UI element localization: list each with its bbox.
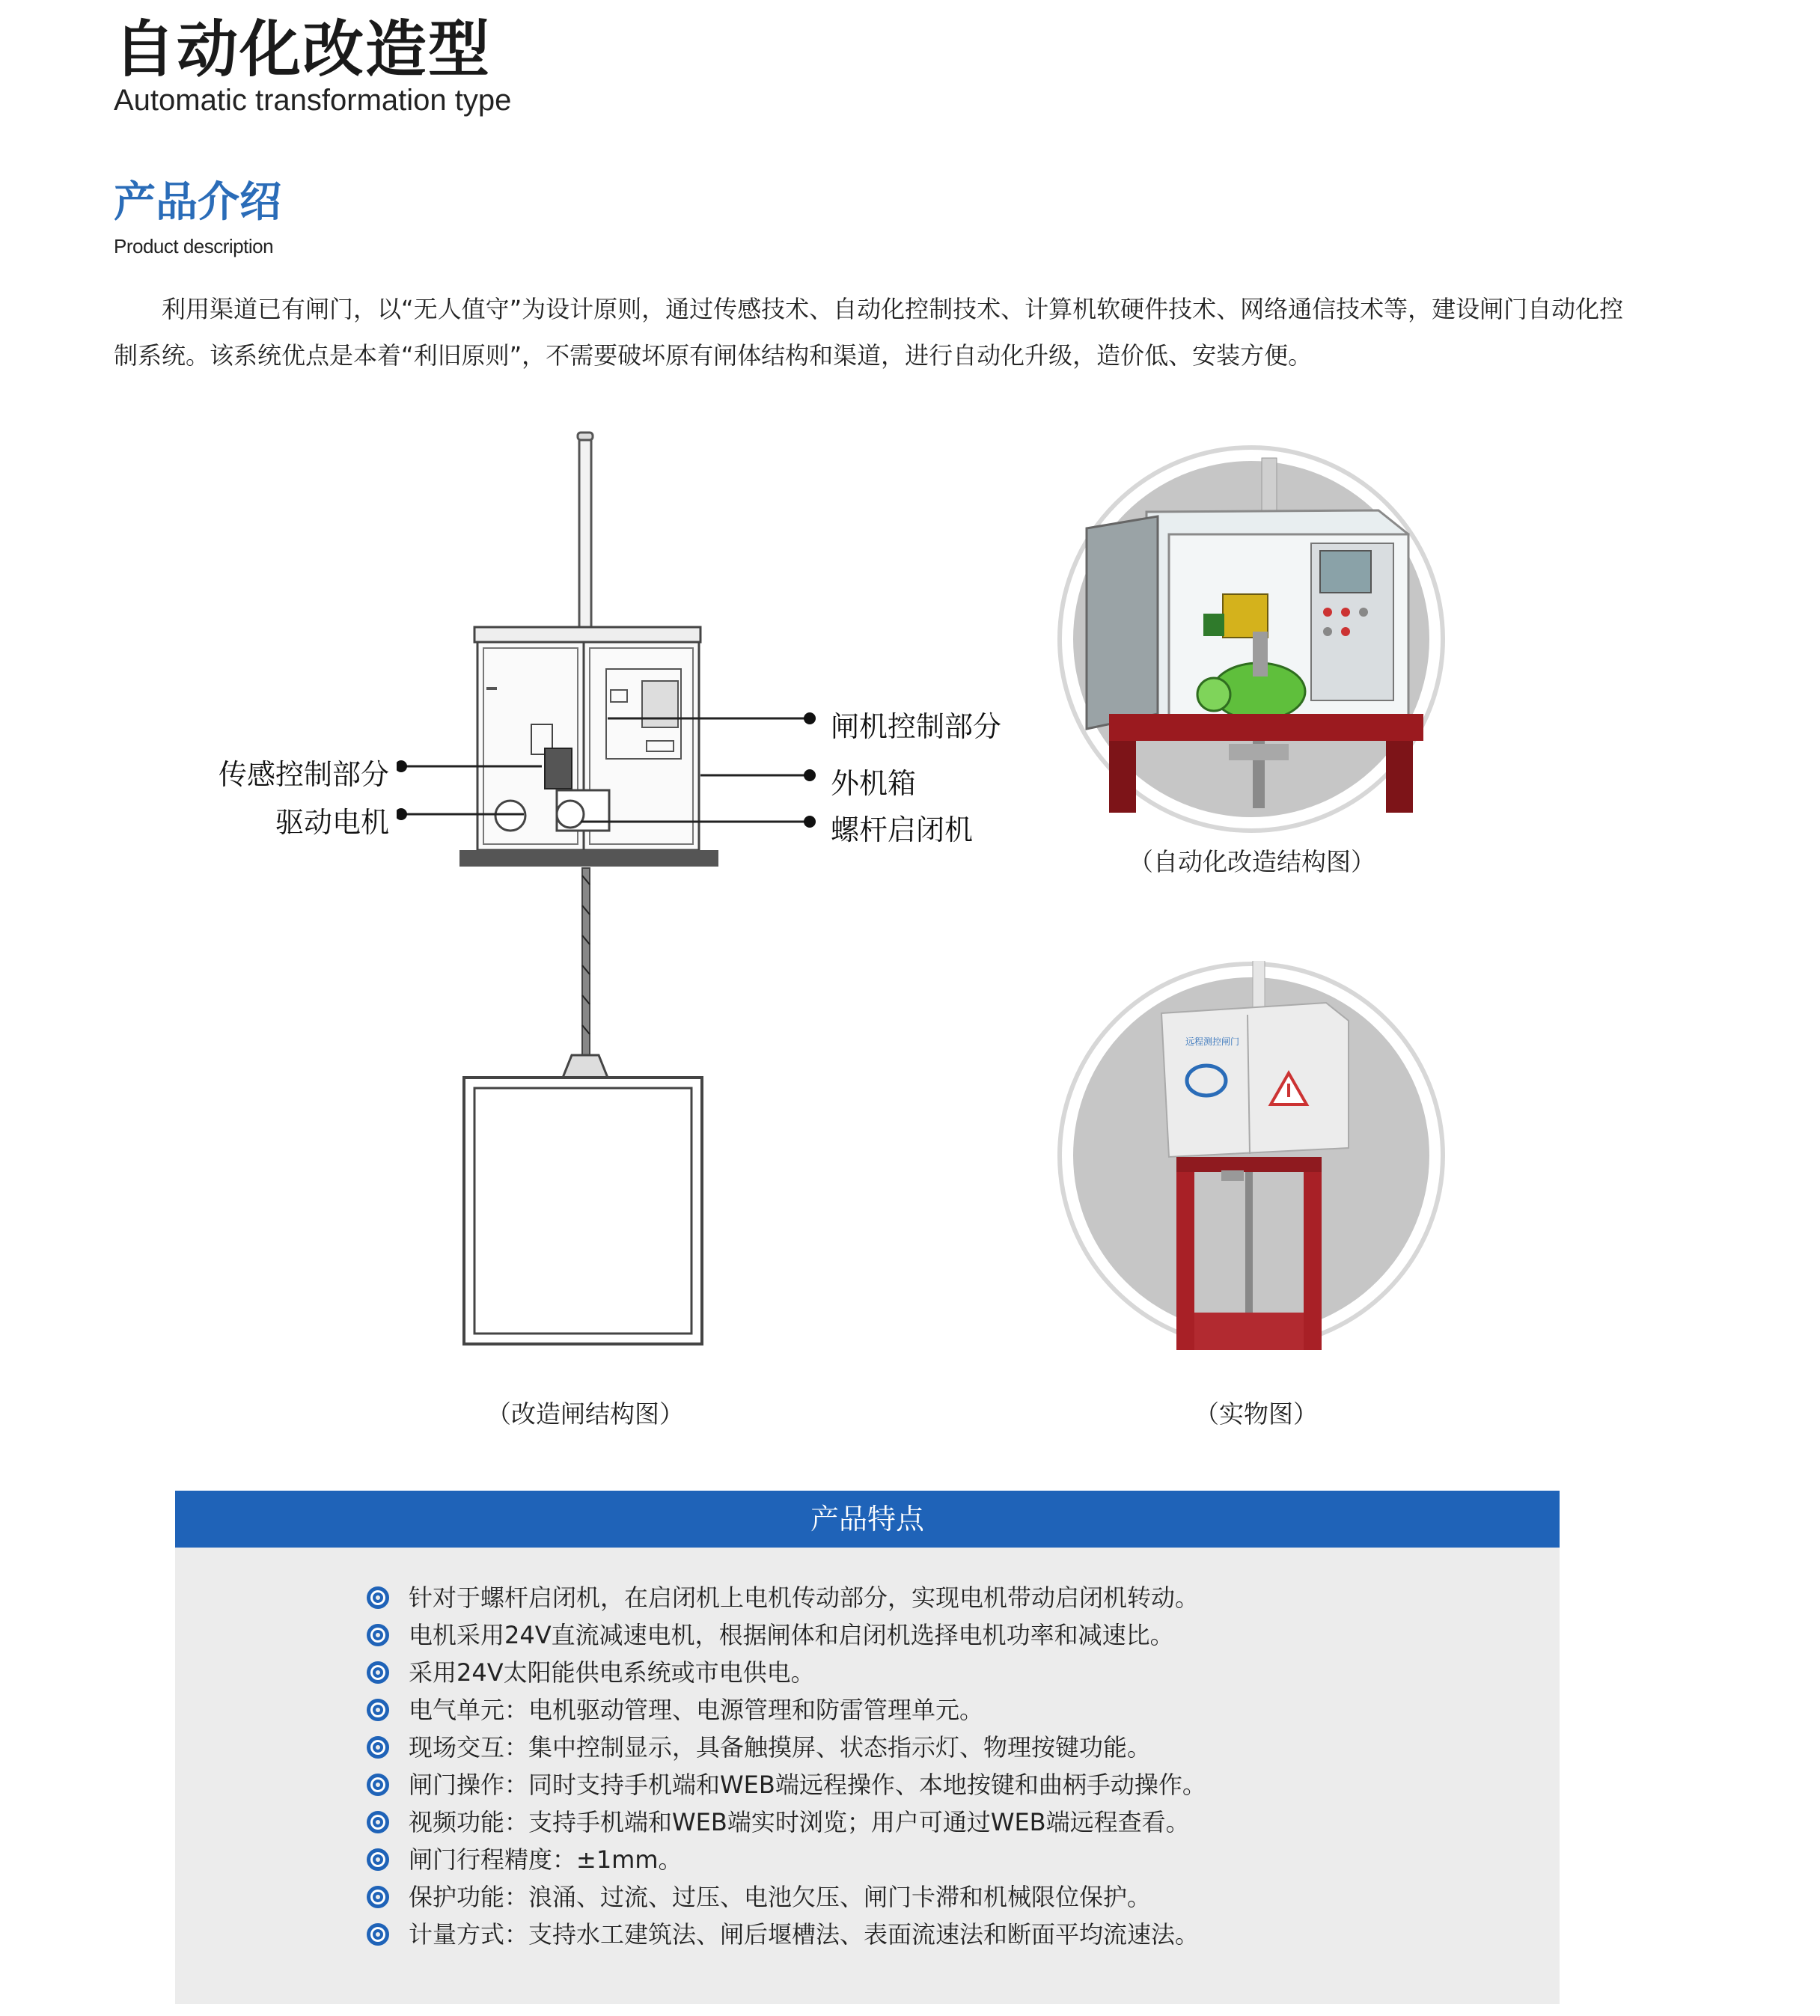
real-product-caption: （实物图） <box>1194 1399 1318 1429</box>
callout-gate-control: 闸机控制部分 <box>831 710 1002 743</box>
feature-item: 采用24V太阳能供电系统或市电供电。 <box>367 1654 1206 1691</box>
intro-paragraph: 利用渠道已有闸门，以“无人值守”为设计原则，通过传感技术、自动化控制技术、计算机软硬件技术、网络通信技术等，建设闸门自动化控制系统。该系统优点是本着“利旧原则”，不需要破坏原有闸体结构和渠道，进行自动化升级，造价低、安装方便。 <box>114 295 1624 370</box>
feature-item: 视频功能：支持手机端和WEB端实时浏览；用户可通过WEB端远程查看。 <box>367 1803 1206 1841</box>
callout-screw-hoist: 螺杆启闭机 <box>831 813 974 846</box>
bullet-ring-icon <box>367 1923 389 1946</box>
svg-text:远程测控闸门: 远程测控闸门 <box>1185 1036 1240 1047</box>
feature-item: 保护功能：浪涌、过流、过压、电池欠压、闸门卡滞和机械限位保护。 <box>367 1878 1206 1916</box>
diagram-caption: （改造闸结构图） <box>486 1399 684 1429</box>
feature-item: 现场交互：集中控制显示，具备触摸屏、状态指示灯、物理按键功能。 <box>367 1729 1206 1766</box>
callout-lines <box>397 703 823 838</box>
bullet-ring-icon <box>367 1661 389 1684</box>
callout-drive-motor: 驱动电机 <box>275 806 390 839</box>
callout-outer-box: 外机箱 <box>831 767 917 800</box>
bullet-ring-icon <box>367 1811 389 1833</box>
section-title: 产品介绍 <box>114 178 281 227</box>
bullet-ring-icon <box>367 1699 389 1721</box>
bullet-ring-icon <box>367 1886 389 1908</box>
real-product-image <box>1057 961 1446 1350</box>
structure-render-caption: （自动化改造结构图） <box>1129 847 1375 876</box>
feature-item: 针对于螺杆启闭机，在启闭机上电机传动部分，实现电机带动启闭机转动。 <box>367 1579 1206 1616</box>
page-subtitle: Automatic transformation type <box>114 84 512 117</box>
features-header: 产品特点 <box>175 1491 1560 1548</box>
feature-item: 闸门操作：同时支持手机端和WEB端远程操作、本地按键和曲柄手动操作。 <box>367 1766 1206 1803</box>
feature-item: 电气单元：电机驱动管理、电源管理和防雷管理单元。 <box>367 1691 1206 1729</box>
bullet-ring-icon <box>367 1586 389 1609</box>
structure-render-image <box>1057 445 1446 834</box>
callout-sensor-control: 传感控制部分 <box>219 758 390 791</box>
section-subtitle: Product description <box>114 235 274 257</box>
page-title: 自动化改造型 <box>114 14 492 85</box>
feature-item: 电机采用24V直流减速电机，根据闸体和启闭机选择电机功率和减速比。 <box>367 1616 1206 1654</box>
gate-structure-diagram <box>449 427 718 1347</box>
features-list <box>367 1579 1206 1953</box>
bullet-ring-icon <box>367 1736 389 1759</box>
bullet-ring-icon <box>367 1848 389 1871</box>
bullet-ring-icon <box>367 1774 389 1796</box>
feature-item: 计量方式：支持水工建筑法、闸后堰槽法、表面流速法和断面平均流速法。 <box>367 1916 1206 1953</box>
feature-item: 闸门行程精度：±1mm。 <box>367 1841 1206 1878</box>
bullet-ring-icon <box>367 1624 389 1646</box>
